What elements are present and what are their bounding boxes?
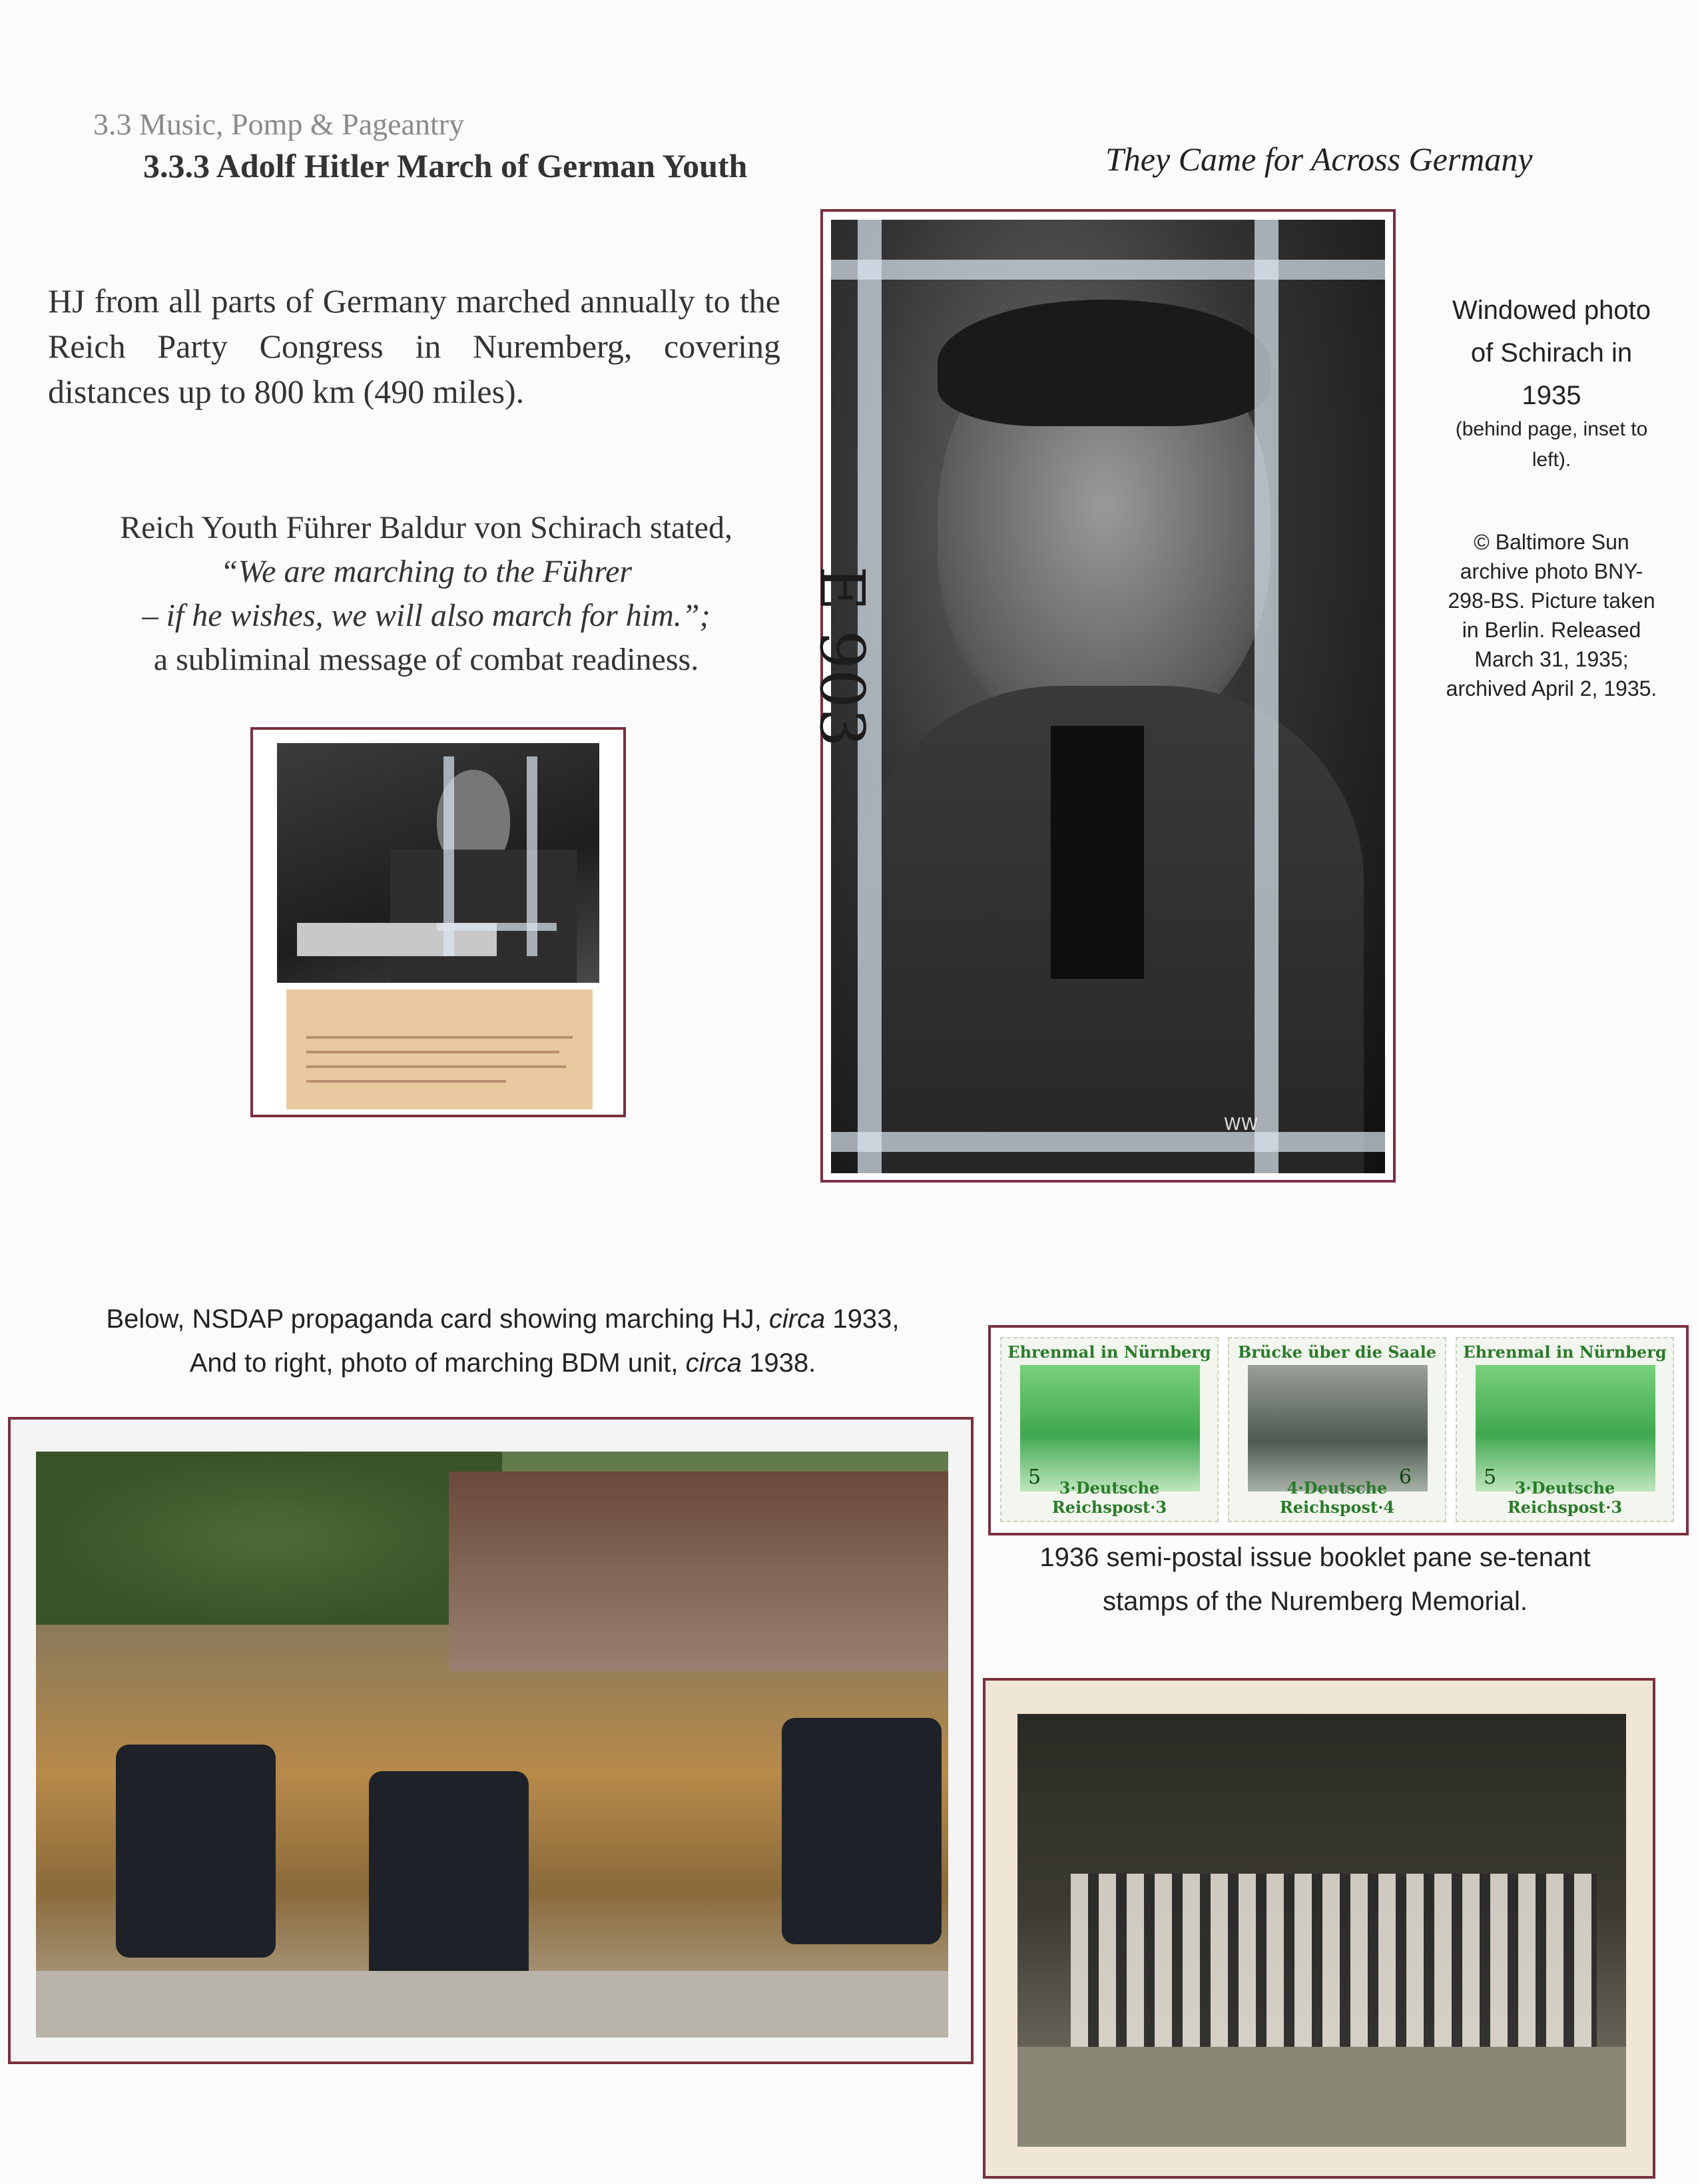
building-facade	[449, 1472, 948, 1671]
portrait-tie	[1051, 726, 1144, 979]
tree-foliage	[36, 1452, 502, 1625]
stamp-3	[1456, 1337, 1674, 1522]
photographer-mark: WW	[1224, 1115, 1259, 1135]
lower-caption	[80, 1297, 926, 1385]
paper-text-line	[306, 1080, 506, 1083]
windowed-photo	[806, 220, 1385, 1173]
intro-paragraph: HJ from all parts of Germany marched annually to the Reich Party Congress in Nuremberg, covering distances up to 800 km (490 miles).	[48, 282, 780, 410]
caption-text: And to right, photo of marching BDM unit,	[189, 1348, 686, 1378]
page-title: 3.3.3 Adolf Hitler March of German Youth	[143, 147, 748, 184]
drum	[782, 1718, 942, 1944]
window-photo-note: (behind page, inset to left).	[1455, 418, 1648, 471]
street	[36, 1971, 948, 2038]
bdm-photo-frame	[983, 1678, 1655, 2179]
lower-caption-line-2	[80, 1341, 926, 1385]
paper-text-line	[306, 1036, 573, 1039]
caption-italic: circa	[685, 1348, 742, 1378]
portrait-hair	[938, 300, 1271, 426]
bdm-photo	[1017, 1714, 1626, 2147]
window-bar-right	[1255, 220, 1278, 1173]
propaganda-card-frame	[8, 1417, 974, 2064]
window-bar-bottom	[437, 923, 557, 931]
lower-caption-line-1	[80, 1297, 926, 1341]
stamp-bottom-label: 3·Deutsche Reichspost·3	[1051, 1478, 1167, 1517]
drum	[369, 1771, 529, 1984]
window-bar-bottom	[831, 1132, 1385, 1152]
stamp-bottom-label: 4·Deutsche Reichspost·4	[1279, 1478, 1395, 1517]
stamp-bottom-label: 3·Deutsche Reichspost·3	[1507, 1478, 1623, 1517]
quote-lead: Reich Youth Führer Baldur von Schirach stated,	[120, 510, 732, 545]
section-label: 3.3 Music, Pomp & Pageantry	[93, 107, 465, 141]
caption-text: Below, NSDAP propaganda card showing marching HJ,	[106, 1304, 769, 1334]
quote-line-1: “We are marching to the Führer	[220, 554, 633, 589]
paper-text-line	[306, 1065, 566, 1068]
propaganda-card-photo	[36, 1452, 948, 2038]
stamp-value: 6	[1398, 1466, 1412, 1489]
clipping-paper	[286, 989, 593, 1109]
quote-line-2: – if he wishes, we will also march for him.”;	[142, 598, 710, 633]
paper-text-line	[306, 1051, 559, 1053]
clipping-photo	[277, 743, 599, 983]
handwritten-number: E 903	[806, 566, 878, 748]
stamp-caption: 1936 semi-postal issue booklet pane se-tenant stamps of the Nuremberg Memorial.	[1039, 1543, 1591, 1616]
ground	[1017, 2047, 1626, 2147]
stamp-top-label: Ehrenmal in Nürnberg	[1007, 1342, 1211, 1362]
quote-tail: a subliminal message of combat readiness.	[153, 642, 699, 677]
stamp-top-label: Ehrenmal in Nürnberg	[1463, 1342, 1667, 1362]
stamp-memorial-scene	[1020, 1365, 1200, 1492]
quote-block	[47, 506, 806, 682]
clipping-figure-body	[390, 850, 577, 983]
right-title: They Came for Across Germany	[1105, 140, 1533, 178]
stamp-top-label: Brücke über die Saale	[1237, 1342, 1437, 1362]
stamp-value: 5	[1484, 1466, 1497, 1489]
stamp-memorial-scene	[1476, 1365, 1655, 1492]
photo-credit: © Baltimore Sun archive photo BNY-298-BS. Picture taken in Berlin. Released March 31, 1935; archived April 2, 1935.	[1446, 530, 1657, 700]
window-bar-top	[831, 260, 1385, 280]
stamp-pane	[988, 1325, 1689, 1535]
caption-text: 1938.	[742, 1348, 816, 1378]
caption-text: 1933,	[825, 1304, 900, 1334]
stamp-1	[1000, 1337, 1219, 1522]
clipping-frame	[250, 727, 626, 1117]
windowed-photo-frame	[806, 209, 1396, 1183]
drum	[116, 1745, 276, 1958]
group-of-girls	[1071, 1874, 1597, 2047]
caption-italic: circa	[768, 1304, 826, 1334]
stamp-value: 5	[1028, 1466, 1041, 1489]
window-photo-caption: Windowed photo of Schirach in 1935	[1452, 296, 1651, 410]
stamp-2	[1228, 1337, 1446, 1522]
